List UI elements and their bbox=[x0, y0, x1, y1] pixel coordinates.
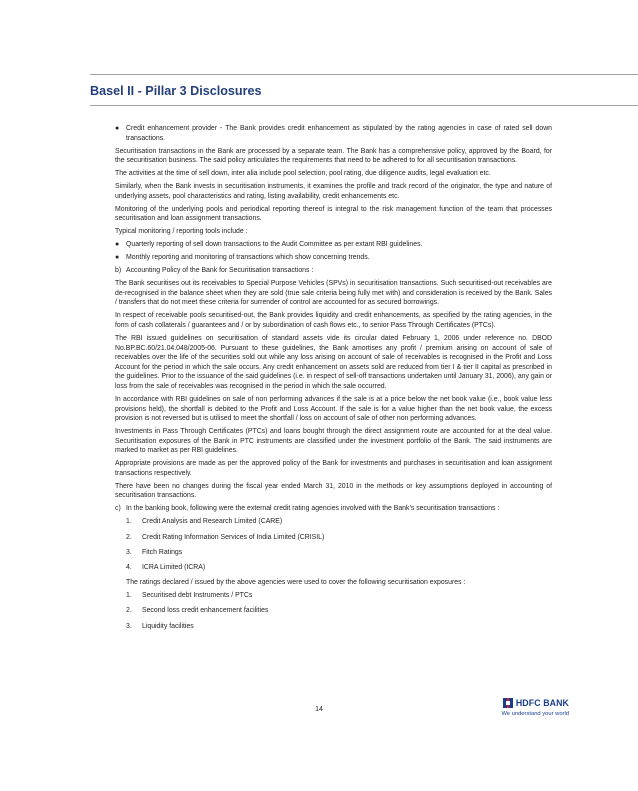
item-text: Liquidity facilities bbox=[142, 622, 194, 630]
paragraph: There have been no changes during the fiscal year ended March 31, 2010 in the methods or key assumptions deployed in accounting of securitisation transactions. bbox=[115, 482, 552, 500]
item-number: 4. bbox=[126, 563, 132, 571]
bullet-dot-icon: ● bbox=[115, 254, 120, 262]
page-title: Basel II - Pillar 3 Disclosures bbox=[90, 84, 262, 98]
item-text: ICRA Limited (ICRA) bbox=[142, 563, 206, 571]
item-number: 2. bbox=[126, 607, 132, 615]
exposure-item bbox=[115, 591, 552, 601]
exposure-item bbox=[115, 606, 552, 616]
item-number: 3. bbox=[126, 622, 132, 630]
agency-item bbox=[115, 533, 552, 543]
paragraph: Monitoring of the underlying pools and periodical reporting thereof is integral to the risk management function of the team that processes securitisation and loan assignment transactions. bbox=[115, 205, 552, 223]
item-number: 1. bbox=[126, 518, 132, 526]
paragraph: Typical monitoring / reporting tools include : bbox=[115, 228, 248, 236]
section-heading-b bbox=[115, 266, 552, 276]
paragraph: The ratings declared / issued by the above agencies were used to cover the following securitisation exposures : bbox=[126, 579, 466, 587]
paragraph: The Bank securitises out its receivables to Special Purpose Vehicles (SPVs) in securitisation transactions. Such securitised-out receivables are de-recognised in the balance sheet when they are sold (true sale criteria being fully met with) and consideration is received by the Bank. Sales / transfers that do not meet these criteria for surrender of control are accounted for as secured borrowings. bbox=[115, 280, 552, 307]
logo-row bbox=[487, 697, 569, 709]
bullet-text: Monthly reporting and monitoring of transactions which show concerning trends. bbox=[126, 254, 370, 262]
item-text: Fitch Ratings bbox=[142, 548, 183, 556]
exposure-item bbox=[115, 622, 552, 632]
bullet-item bbox=[115, 240, 552, 250]
paragraph: Appropriate provisions are made as per the approved policy of the Bank for investments and purchases in securitisation and loan assignment transactions respectively. bbox=[115, 460, 552, 477]
document-body bbox=[115, 124, 552, 637]
section-text: In the banking book, following were the external credit rating agencies involved with the Bank’s securitisation transactions : bbox=[126, 505, 500, 513]
item-number: 1. bbox=[126, 592, 132, 600]
bullet-item bbox=[115, 124, 552, 143]
hdfc-bank-logo-icon bbox=[503, 698, 513, 708]
item-number: 2. bbox=[126, 533, 132, 541]
paragraph: The RBI issued guidelines on securitisation of standard assets vide its circular dated February 1, 2006 under reference no. DBOD No.BP.BC.60/21.04.048/2005-06. Pursuant to these guidelines, the Bank amortises any profit / premium arising on account of sale of receivables over the life of the securities sold out while any loss arising on account of sale of receivables is recognised in the Profit and Loss Account for the period in which the sale occurs. Any credit enhancement on assets sold are reduced from tier I & tier II capital as prescribed in the guidelines. Prior to the issuance of the said guidelines (i.e. in respect of sell-off transactions undertaken until January 31, 2006), any gain or loss from the sale of receivables was recognised in the period in which the sale occurred. bbox=[115, 334, 552, 390]
paragraph: Similarly, when the Bank invests in securitisation instruments, it examines the profile and track record of the originator, the type and nature of underlying assets, pool characteristics and rating, listing availability, credit enhancements etc. bbox=[115, 183, 552, 200]
top-divider bbox=[90, 74, 638, 75]
section-heading-c bbox=[115, 504, 552, 514]
agency-item bbox=[115, 563, 552, 573]
item-text: Securitised debt Instruments / PTCs bbox=[142, 592, 253, 600]
item-text: Credit Analysis and Research Limited (CARE) bbox=[142, 518, 283, 526]
logo-tagline: We understand your world bbox=[501, 711, 569, 717]
agency-item bbox=[115, 517, 552, 527]
title-divider bbox=[90, 105, 638, 106]
hdfc-bank-logo bbox=[487, 697, 569, 717]
paragraph: In accordance with RBI guidelines on sale of non performing advances if the sale is at a price below the net book value (i.e., book value less provisions held), the shortfall is debited to the Profit and Loss Account. If the sale is for a value higher than the net book value, the excess provision is not reversed but is utilised to meet the shortfall / loss on account of sale of other non performing advances. bbox=[115, 395, 552, 423]
section-label: c) bbox=[115, 505, 121, 513]
item-text: Credit Rating Information Services of India Limited (CRISIL) bbox=[142, 533, 325, 541]
paragraph: Investments in Pass Through Certificates (PTCs) and loans bought through the direct assignment route are accounted for at the deal value. Securitisation exposures of the Bank in PTC instruments are classified under the investment portfolio of the Bank. The said instruments are marked to market as per RBI guidelines. bbox=[115, 428, 552, 455]
item-text: Second loss credit enhancement facilities bbox=[142, 607, 269, 615]
section-label: b) bbox=[115, 267, 122, 275]
bullet-text: Credit enhancement provider - The Bank provides credit enhancement as stipulated by the rating agencies in case of rated sell down transactions. bbox=[126, 125, 552, 142]
bullet-dot-icon: ● bbox=[115, 241, 120, 249]
bullet-item bbox=[115, 253, 552, 263]
section-text: Accounting Policy of the Bank for Securitisation transactions : bbox=[126, 267, 314, 275]
bullet-dot-icon: ● bbox=[115, 125, 120, 132]
agency-item bbox=[115, 548, 552, 558]
item-number: 3. bbox=[126, 548, 132, 556]
paragraph: In respect of receivable pools securitised-out, the Bank provides liquidity and credit enhancements, as specified by the rating agencies, in the form of cash collaterals / guarantees and / or by subordination of cash flows etc., to senior Pass Through Certificates (PTCs). bbox=[115, 312, 552, 329]
page-number: 14 bbox=[315, 706, 323, 713]
logo-text: HDFC BANK bbox=[515, 698, 569, 708]
bullet-text: Quarterly reporting of sell down transactions to the Audit Committee as per extant RBI guidelines. bbox=[126, 241, 423, 249]
paragraph: Securitisation transactions in the Bank are processed by a separate team. The Bank has a comprehensive policy, approved by the Board, for the securitisation business. The said policy articulates the requirements that need to be adhered to for all securitisation transactions. bbox=[115, 147, 552, 165]
paragraph: The activities at the time of sell down, inter alia include pool selection, pool rating, due diligence audits, legal evaluation etc. bbox=[115, 170, 491, 178]
